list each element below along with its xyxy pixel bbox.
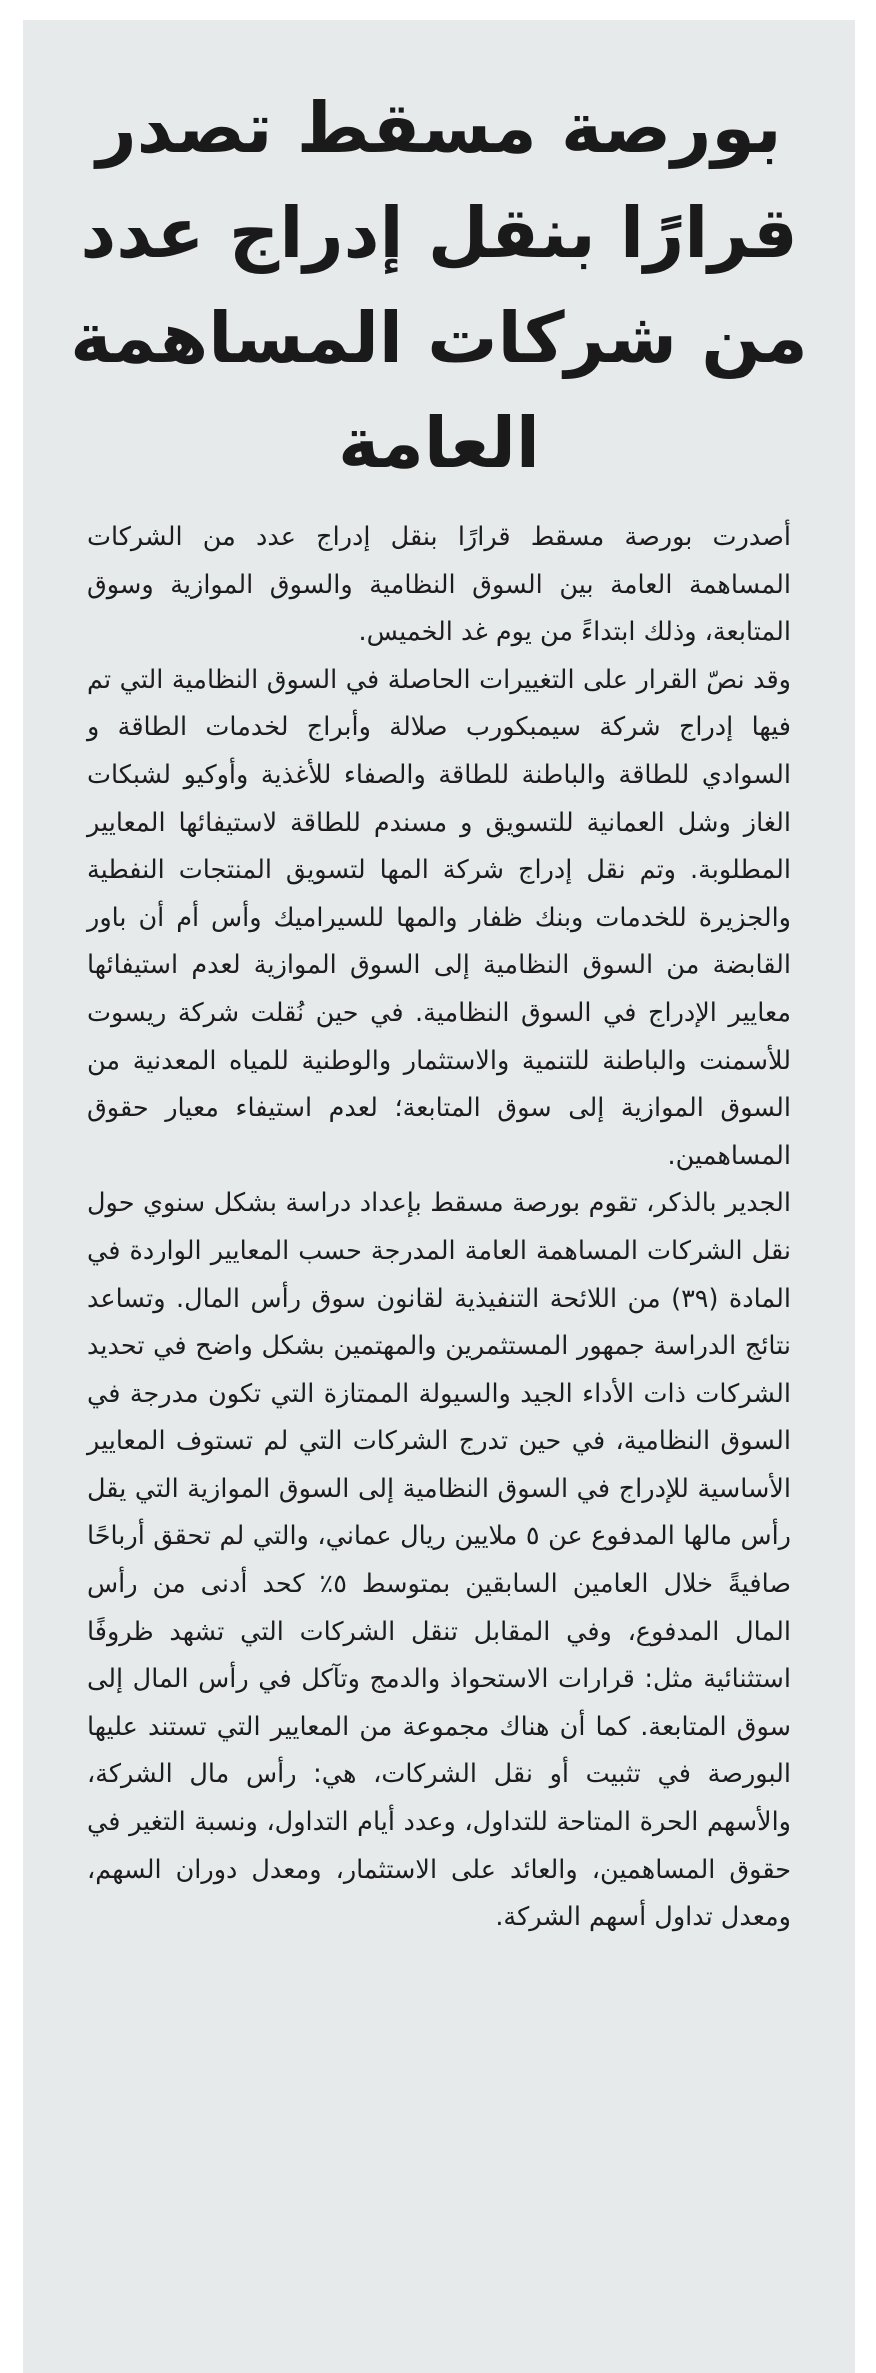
article-paragraph: الجدير بالذكر، تقوم بورصة مسقط بإعداد دراسة بشكل سنوي حول نقل الشركات المساهمة العامة المدرجة حسب المعايير الواردة في المادة (٣٩) من اللائحة التنفيذية لقانون سوق رأس المال. وتساعد نتائج الدراسة جمهور المستثمرين والمهتمين بشكل واضح في تحديد الشركات ذات الأداء الجيد والسيولة الممتازة التي تكون مدرجة في السوق النظامية، في حين تدرج الشركات التي لم تستوف المعايير الأساسية للإدراج في السوق النظامية إلى السوق الموازية التي يقل رأس مالها المدفوع عن ٥ ملايين ريال عماني، والتي لم تحقق أرباحًا صافيةً خلال العامين السابقين بمتوسط ٥٪ كحد أدنى من رأس المال المدفوع، وفي المقابل تنقل الشركات التي تشهد ظروفًا استثنائية مثل: قرارات الاستحواذ والدمج وتآكل في رأس المال إلى سوق المتابعة. كما أن هناك مجموعة من المعايير التي تستند عليها البورصة في تثبيت أو نقل الشركات، هي: رأس مال الشركة، والأسهم الحرة المتاحة للتداول، وعدد أيام التداول، ونسبة التغير في حقوق المساهمين، والعائد على الاستثمار، ومعدل دوران السهم، ومعدل تداول أسهم الشركة.	[87, 1188, 792, 1933]
article-paragraph: أصدرت بورصة مسقط قرارًا بنقل إدراج عدد من الشركات المساهمة العامة بين السوق النظامية والسوق الموازية وسوق المتابعة، وذلك ابتداءً من يوم غد الخميس.	[87, 522, 791, 648]
article-body	[23, 496, 855, 1942]
article-paragraph: وقد نصّ القرار على التغييرات الحاصلة في السوق النظامية التي تم فيها إدراج شركة سيمبكورب صلالة وأبراج لخدمات الطاقة و السوادي للطاقة والباطنة للطاقة والصفاء للأغذية وأوكيو لشبكات الغاز وشل العمانية للتسويق و مسندم للطاقة لاستيفائها المعايير المطلوبة. وتم نقل إدراج شركة المها لتسويق المنتجات النفطية والجزيرة للخدمات وبنك ظفار والمها للسيراميك وأس أم أن باور القابضة من السوق النظامية إلى السوق الموازية لعدم استيفائها معايير الإدراج في السوق النظامية. في حين نُقلت شركة ريسوت للأسمنت والباطنة للتنمية والاستثمار والوطنية للمياه المعدنية من السوق الموازية إلى سوق المتابعة؛ لعدم استيفاء معيار حقوق المساهمين.	[87, 664, 791, 1171]
article-page	[23, 20, 855, 2373]
article-headline: بورصة مسقط تصدر قرارًا بنقل إدراج عدد من شركات المساهمة العامة	[70, 87, 808, 484]
